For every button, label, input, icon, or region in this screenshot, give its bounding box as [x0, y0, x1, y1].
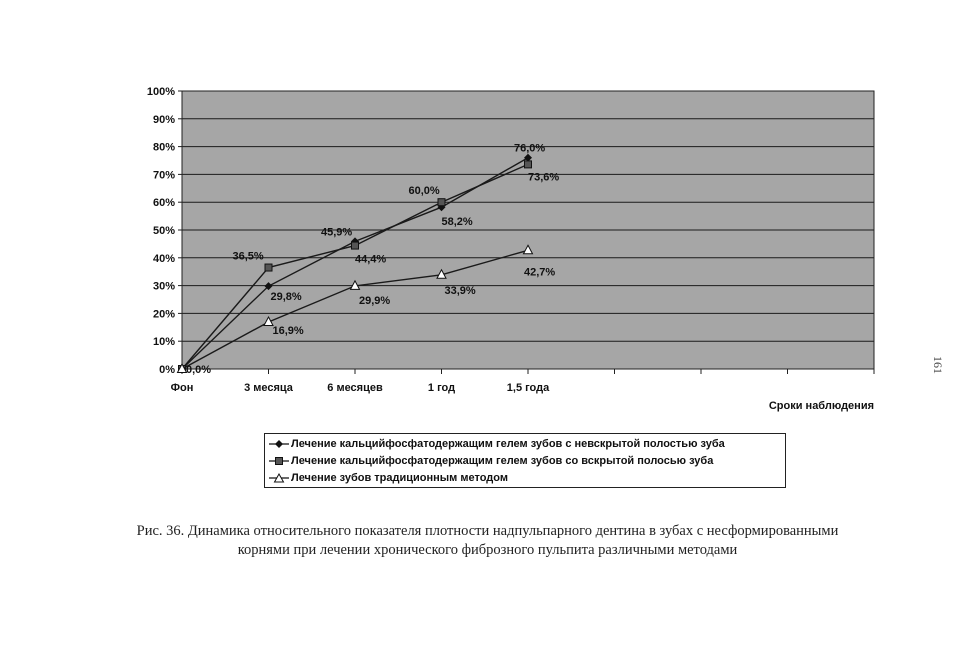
page-number: 161	[931, 356, 945, 374]
legend-item-2	[269, 453, 713, 469]
x-tick-label: Фон	[170, 382, 194, 394]
data-label: 76,0%	[514, 142, 546, 155]
legend-marker-diamond-icon	[269, 439, 289, 449]
figure-caption	[40, 522, 935, 560]
data-point	[265, 264, 272, 271]
data-label: 58,2%	[441, 216, 473, 229]
y-tick-label: 0%	[159, 364, 175, 376]
data-label: 29,9%	[359, 294, 391, 307]
y-tick-label: 20%	[152, 308, 175, 321]
y-axis	[147, 86, 182, 376]
y-tick-label: 80%	[152, 141, 175, 154]
y-tick-label: 100%	[146, 86, 175, 98]
data-label: 44,4%	[355, 253, 387, 266]
legend-item-1	[269, 436, 725, 452]
y-tick-label: 40%	[152, 252, 175, 265]
legend-item-3	[269, 470, 508, 486]
legend-label-3: Лечение зубов традиционным методом	[291, 472, 508, 484]
data-label: 73,6%	[528, 171, 560, 184]
y-tick-label: 10%	[152, 336, 175, 349]
data-label: 0,0%	[186, 364, 212, 376]
data-point	[438, 199, 445, 206]
y-tick-label: 70%	[152, 169, 175, 182]
legend-marker-square-icon	[269, 456, 289, 466]
x-tick-label: 1 год	[427, 382, 456, 394]
data-label: 45,9%	[321, 226, 353, 239]
x-tick-label: 1,5 года	[506, 382, 550, 394]
data-label: 36,5%	[232, 250, 264, 263]
y-tick-label: 50%	[152, 225, 175, 237]
legend-label-1: Лечение кальцийфосфатодержащим гелем зубов с невскрытой полостью зуба	[291, 438, 725, 450]
y-tick-label: 90%	[152, 113, 175, 126]
data-label: 60,0%	[408, 185, 440, 198]
data-point	[352, 242, 359, 249]
legend-marker-triangle-icon	[269, 473, 289, 483]
data-label: 42,7%	[524, 266, 556, 279]
x-axis-title: Сроки наблюдения	[768, 400, 874, 412]
caption-line-1: Рис. 36. Динамика относительного показателя плотности надпульпарного дентина в зубах с несформированными	[136, 523, 839, 539]
data-point	[525, 161, 532, 168]
legend-label-2: Лечение кальцийфосфатодержащим гелем зубов со вскрытой полосью зуба	[291, 455, 714, 467]
x-tick-label: 6 месяцев	[327, 382, 383, 394]
data-label: 29,8%	[270, 291, 302, 304]
caption-line-2: корнями при лечении хронического фиброзного пульпита различными методами	[237, 542, 738, 558]
legend	[264, 433, 786, 488]
data-label: 16,9%	[272, 325, 304, 338]
x-tick-label: 3 месяца	[244, 382, 293, 394]
y-tick-label: 60%	[152, 197, 175, 210]
y-tick-label: 30%	[152, 280, 175, 293]
x-axis	[171, 369, 874, 394]
data-label: 33,9%	[444, 284, 476, 297]
